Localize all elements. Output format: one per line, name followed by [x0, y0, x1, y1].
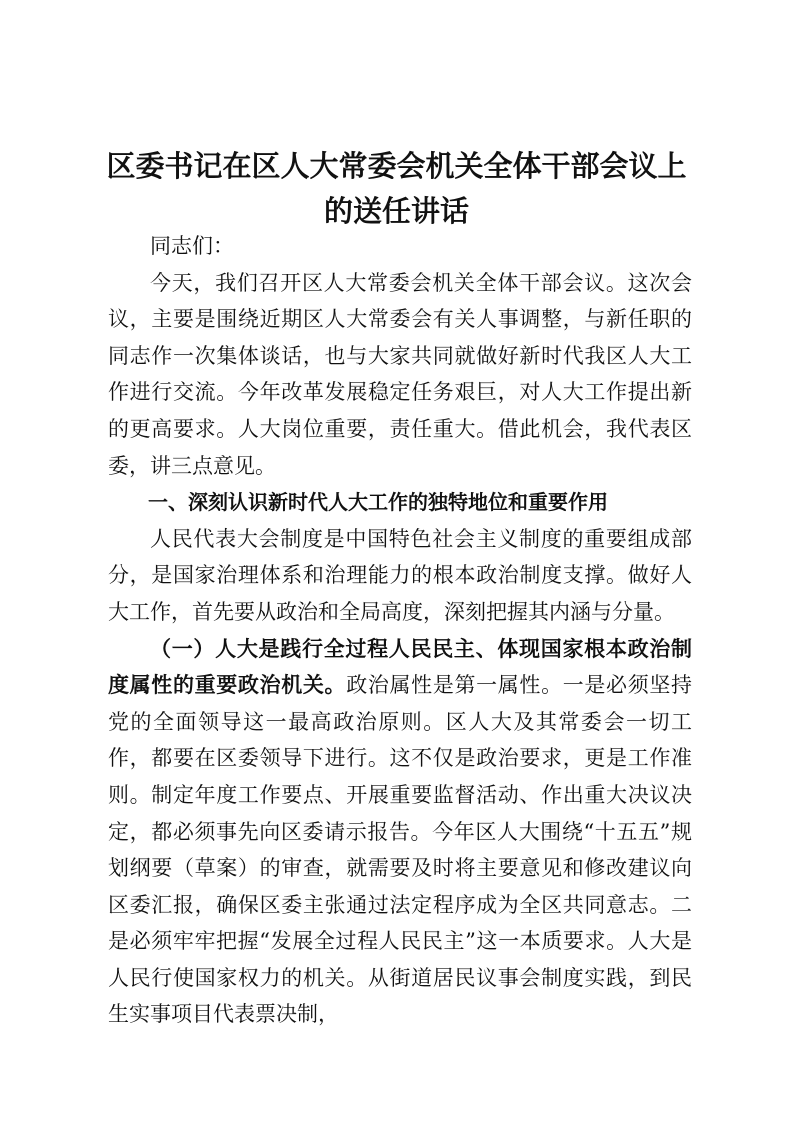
- subsection-lead: （一）人大是践行全过程人民民主、体现国家根本政治制度属性的重要政治机关。: [108, 635, 692, 698]
- paragraph-intro: 今天，我们召开区人大常委会机关全体干部会议。这次会议，主要是围绕近期区人大常委会有关人事调整，与新任职的同志作一次集体谈话，也与大家共同就做好新时代我区人大工作进行交流。今年改革发展稳定任务艰巨，对人大工作提出新的更高要求。人大岗位重要，责任重大。借此机会，我代表区委，讲三点意见。: [108, 270, 692, 478]
- greeting: 同志们：: [150, 234, 234, 258]
- title-line-1: 区委书记在区人大常委会机关全体干部会议上: [106, 149, 687, 183]
- section-heading-1: 一、深刻认识新时代人大工作的独特地位和重要作用: [148, 490, 608, 515]
- paragraph-section-1: 人民代表大会制度是中国特色社会主义制度的重要组成部分，是国家治理体系和治理能力的根本政治制度支撑。做好人大工作，首先要从政治和全局高度，深刻把握其内涵与分量。: [108, 526, 692, 624]
- document-title: [100, 144, 693, 234]
- subsection-body: 政治属性是第一属性。一是必须坚持党的全面领导这一最高政治原则。区人大及其常委会一切工作，都要在区委领导下进行。这不仅是政治要求，更是工作准则。制定年度工作要点、开展重要监督活动、作出重大决议决定，都必须事先向区委请示报告。今年区人大围绕“十五五”规划纲要（草案）的审查，就需要及时将主要意见和修改建议向区委汇报，确保区委主张通过法定程序成为全区共同意志。二是必须牢牢把握“发展全过程人民民主”这一本质要求。人大是人民行使国家权力的机关。从街道居民议事会制度实践，到民生实事项目代表票决制，: [108, 673, 693, 1027]
- document-body: [108, 228, 692, 1033]
- title-line-2: 的送任讲话: [323, 194, 469, 228]
- paragraph-subsection-1: [108, 631, 692, 1034]
